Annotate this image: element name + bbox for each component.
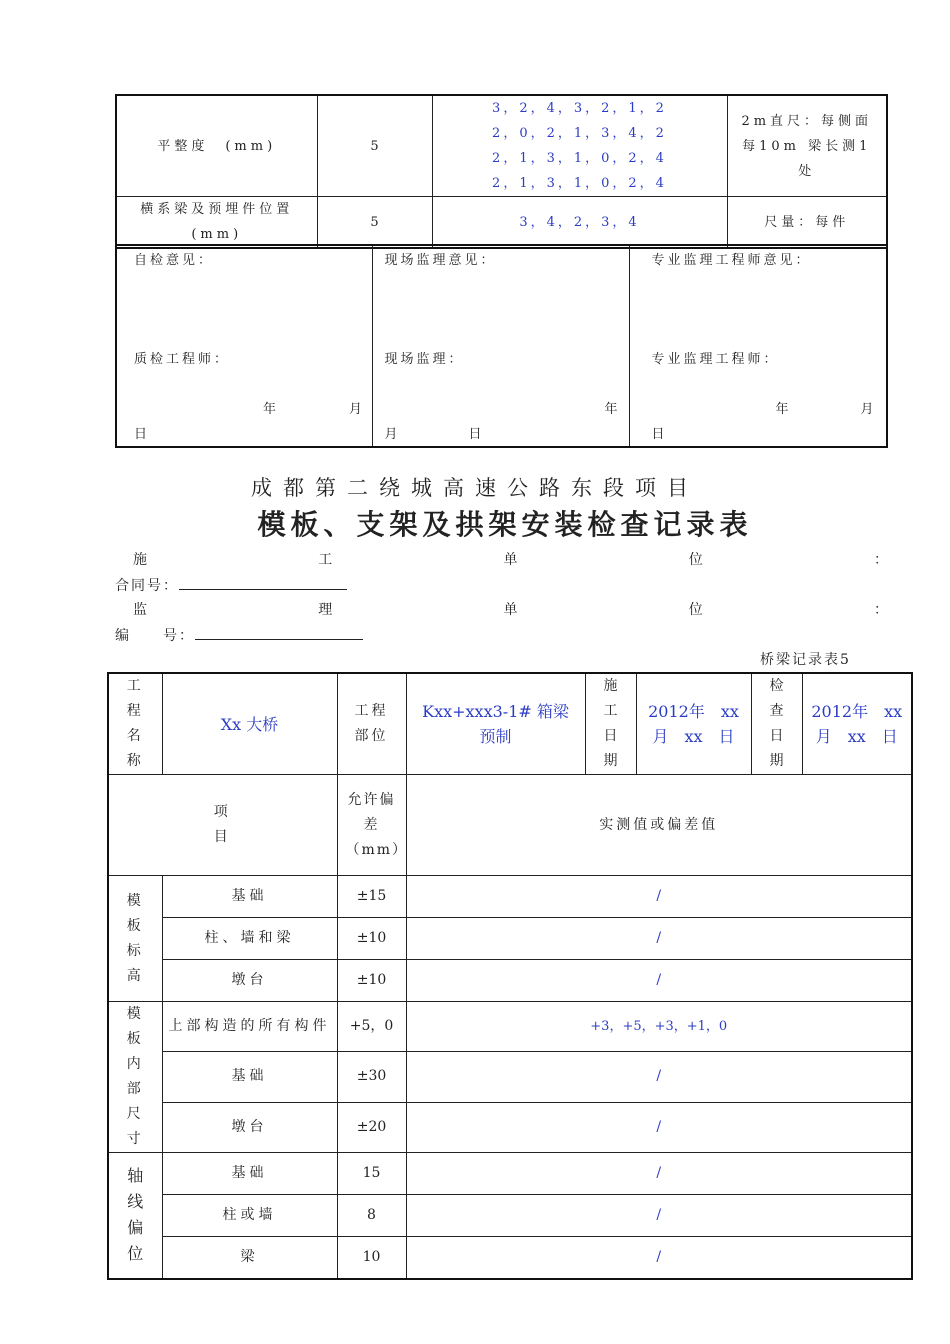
method-flatness: 2m直尺：每侧面每10m 梁长测1处: [727, 95, 887, 197]
table-row: [108, 1237, 912, 1279]
allow-value: ±15: [337, 876, 406, 918]
contract-no-line: [115, 575, 347, 595]
method-beam-position: 尺量：每件: [727, 197, 887, 249]
project-name-label: 工程名称: [108, 673, 162, 775]
measured-value: /: [406, 918, 912, 960]
values-beam-position: 3，4，2，3，4: [432, 197, 727, 249]
pro-supervision-cell: 专业监理工程师意见： 专业监理工程师： 年 月 日: [629, 245, 887, 447]
allow-value: ±20: [337, 1102, 406, 1152]
table-row: [108, 960, 912, 1002]
pro-engineer-label: 专业监理工程师：: [651, 352, 780, 367]
item-beam-position: 横系梁及预埋件位置(mm): [116, 197, 317, 249]
signoff-table: [115, 244, 888, 448]
site-supervision-cell: 现场监理意见： 现场监理： 年 月 日: [372, 245, 629, 447]
site-supervision-label: 现场监理意见：: [384, 253, 497, 268]
measured-value: /: [406, 1052, 912, 1102]
allow-value: +5，0: [337, 1002, 406, 1052]
allow-value: 15: [337, 1153, 406, 1195]
table-row: [108, 1153, 912, 1195]
part-value: Kxx+xxx3-1# 箱梁预制: [406, 673, 585, 775]
report-number: 桥梁记录表5: [760, 652, 851, 668]
inspection-table: [107, 672, 913, 1280]
allow-value: 10: [337, 1237, 406, 1279]
column-header-row: [108, 775, 912, 876]
sub-item: 墩台: [162, 1102, 337, 1152]
measured-value: /: [406, 1102, 912, 1152]
allow-value: ±30: [337, 1052, 406, 1102]
build-date: 2012年 xx月 xx 日: [636, 673, 751, 775]
serial-no-field: [195, 625, 363, 640]
measured-value: /: [406, 1195, 912, 1237]
sub-item: 柱或墙: [162, 1195, 337, 1237]
measured-value: /: [406, 1153, 912, 1195]
col-measured: 实测值或偏差值: [406, 775, 912, 876]
serial-no-label: 编 号：: [115, 628, 195, 644]
sub-item: 梁: [162, 1237, 337, 1279]
self-check-cell: 自检意见： 质检工程师： 年 月 日: [116, 245, 372, 447]
allow-beam-position: 5: [317, 197, 432, 249]
allow-value: ±10: [337, 918, 406, 960]
group-name: 模板标高: [108, 876, 162, 1002]
sub-item: 柱、墙和梁: [162, 918, 337, 960]
self-check-label: 自检意见：: [134, 253, 215, 268]
sub-item: 基础: [162, 1052, 337, 1102]
table-row: [108, 1002, 912, 1052]
serial-no-line: [115, 625, 363, 645]
table-row: [116, 95, 887, 197]
item-flatness: 平整度 (mm): [116, 95, 317, 197]
measured-value: +3，+5，+3，+1，0: [406, 1002, 912, 1052]
sub-item: 上部构造的所有构件: [162, 1002, 337, 1052]
site-supervisor-label: 现场监理：: [384, 352, 465, 367]
allow-value: ±10: [337, 960, 406, 1002]
sub-item: 基础: [162, 1153, 337, 1195]
group-name: 模板内部尺寸: [108, 1002, 162, 1153]
table-row: [108, 876, 912, 918]
contract-no-label: 合同号：: [115, 578, 179, 594]
sub-item: 基础: [162, 876, 337, 918]
measured-value: /: [406, 1237, 912, 1279]
form-title: 模板、支架及拱架安装检查记录表: [257, 508, 753, 541]
construction-unit-line: 施 工 单 位 ：: [133, 552, 890, 568]
sub-item: 墩台: [162, 960, 337, 1002]
table-row: [108, 1195, 912, 1237]
table-row: [108, 918, 912, 960]
col-allow: 允许偏差（mm）: [337, 775, 406, 876]
contract-no-field: [179, 575, 347, 590]
part-label: 工程部位: [337, 673, 406, 775]
pro-supervision-label: 专业监理工程师意见：: [651, 253, 812, 268]
table-row: [108, 1052, 912, 1102]
build-date-label: 施 工 日 期: [585, 673, 636, 775]
project-title: 成都第二绕城高速公路东段项目: [251, 476, 699, 500]
project-name: Xx 大桥: [162, 673, 337, 775]
measured-value: /: [406, 876, 912, 918]
measured-value: /: [406, 960, 912, 1002]
qc-engineer-label: 质检工程师：: [134, 352, 231, 367]
allow-value: 8: [337, 1195, 406, 1237]
group-name: 轴线偏位: [108, 1153, 162, 1279]
top-measure-table: [115, 94, 888, 249]
values-flatness: 3，2，4，3，2，1，2 2，0，2，1，3，4，2 2，1，3，1，0，2，4 2，1，3，1，0，2，4: [432, 95, 727, 197]
allow-flatness: 5: [317, 95, 432, 197]
supervision-unit-line: 监 理 单 位 ：: [133, 602, 890, 618]
check-date: 2012年 xx月 xx 日: [802, 673, 912, 775]
check-date-label: 检 查 日 期: [751, 673, 802, 775]
table-row: [108, 1102, 912, 1152]
info-row: [108, 673, 912, 775]
table-row: [116, 197, 887, 249]
col-item: 项目: [108, 775, 337, 876]
